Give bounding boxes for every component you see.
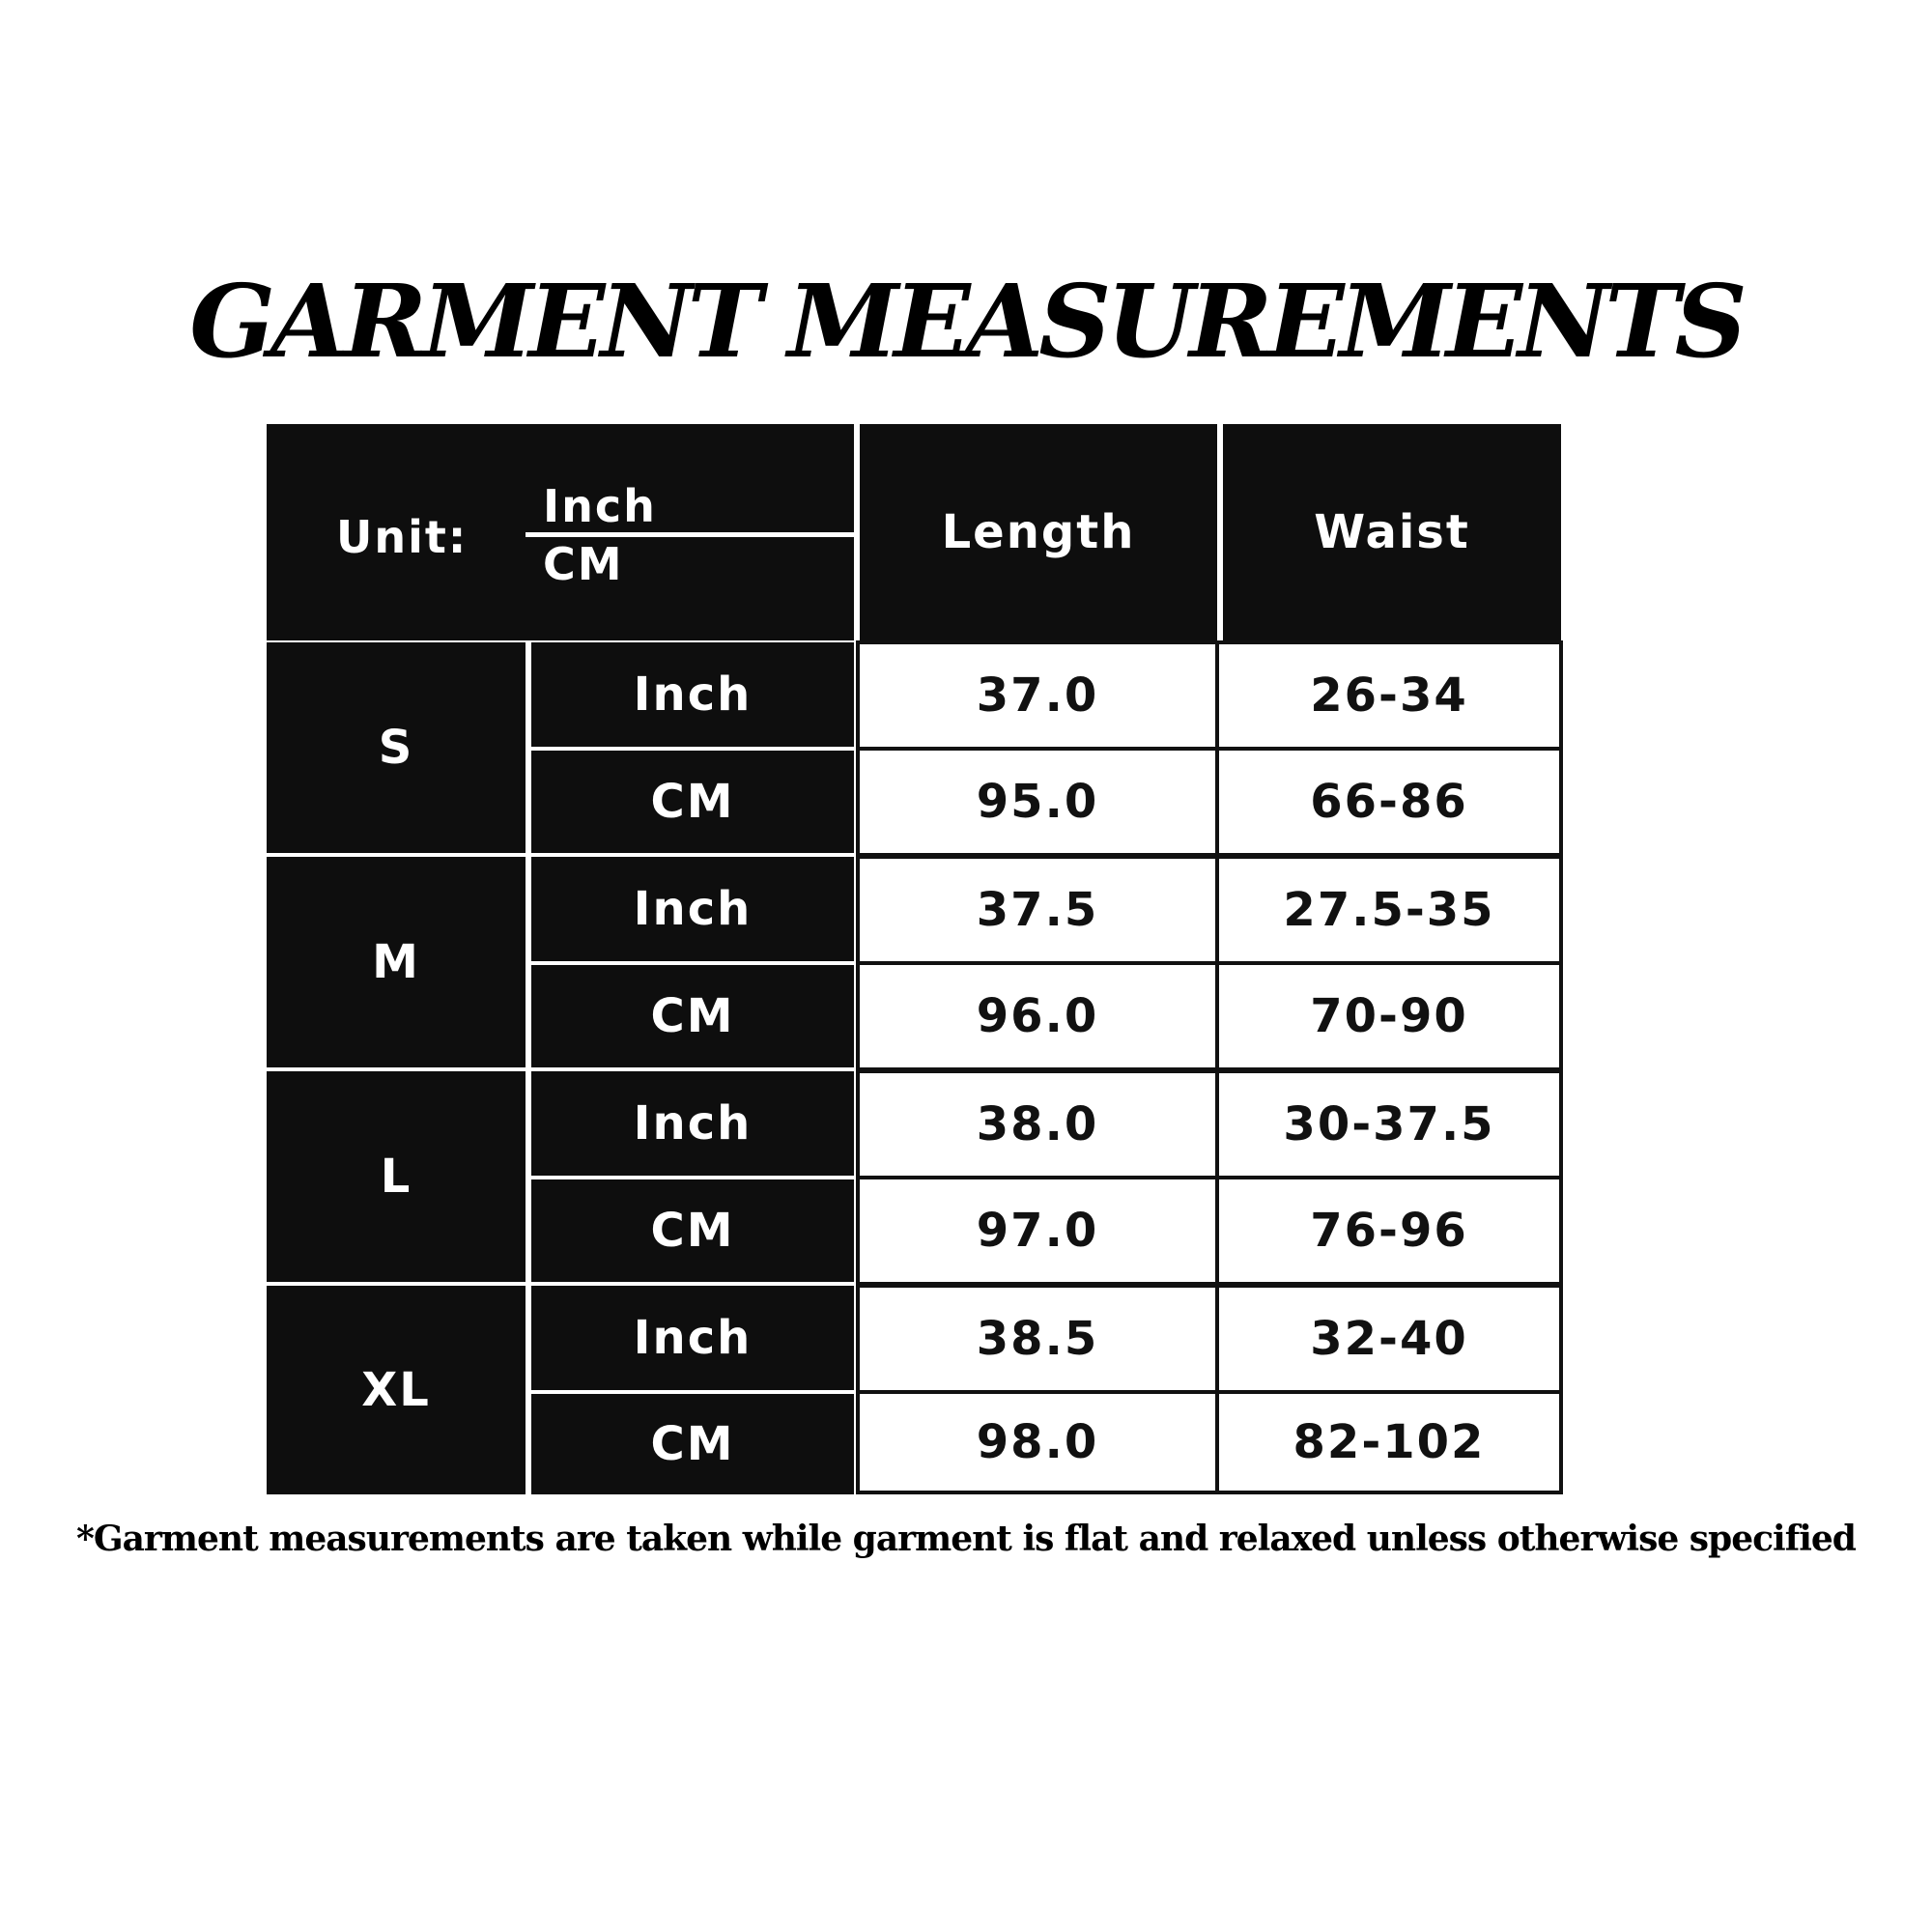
unit-inch-label: Inch	[543, 480, 657, 532]
length-cell-s-cm: 95.0	[856, 747, 1219, 857]
column-header-length: Length	[860, 424, 1217, 640]
length-cell-s-inch: 37.0	[856, 640, 1219, 751]
unit-label: Unit:	[336, 511, 469, 563]
unit-cell-m-inch: Inch	[531, 857, 854, 961]
waist-cell-m-cm: 70-90	[1215, 961, 1563, 1071]
unit-cell-xl-cm: CM	[531, 1394, 854, 1494]
size-label-xl: XL	[267, 1286, 526, 1494]
unit-divider-line	[526, 532, 854, 537]
size-label-s: S	[267, 642, 526, 853]
size-label-l: L	[267, 1071, 526, 1282]
length-cell-m-inch: 37.5	[856, 855, 1219, 965]
length-cell-xl-inch: 38.5	[856, 1284, 1219, 1394]
waist-cell-s-inch: 26-34	[1215, 640, 1563, 751]
length-cell-xl-cm: 98.0	[856, 1390, 1219, 1494]
waist-cell-l-inch: 30-37.5	[1215, 1069, 1563, 1179]
waist-cell-l-cm: 76-96	[1215, 1176, 1563, 1286]
size-chart-table	[267, 424, 1565, 1494]
unit-cell-s-inch: Inch	[531, 642, 854, 747]
length-cell-l-cm: 97.0	[856, 1176, 1219, 1286]
column-header-waist: Waist	[1223, 424, 1561, 640]
unit-cell-l-inch: Inch	[531, 1071, 854, 1176]
size-label-m: M	[267, 857, 526, 1067]
unit-cm-label: CM	[543, 538, 624, 590]
length-cell-l-inch: 38.0	[856, 1069, 1219, 1179]
length-cell-m-cm: 96.0	[856, 961, 1219, 1071]
footnote: *Garment measurements are taken while garment is flat and relaxed unless otherwise specified	[76, 1519, 1856, 1559]
unit-cell-s-cm: CM	[531, 751, 854, 853]
unit-header-cell	[267, 424, 854, 640]
unit-cell-l-cm: CM	[531, 1179, 854, 1282]
unit-cell-xl-inch: Inch	[531, 1286, 854, 1390]
unit-cell-m-cm: CM	[531, 965, 854, 1067]
page-title: GARMENT MEASUREMENTS	[189, 262, 1743, 381]
waist-cell-xl-inch: 32-40	[1215, 1284, 1563, 1394]
waist-cell-s-cm: 66-86	[1215, 747, 1563, 857]
waist-cell-xl-cm: 82-102	[1215, 1390, 1563, 1494]
waist-cell-m-inch: 27.5-35	[1215, 855, 1563, 965]
